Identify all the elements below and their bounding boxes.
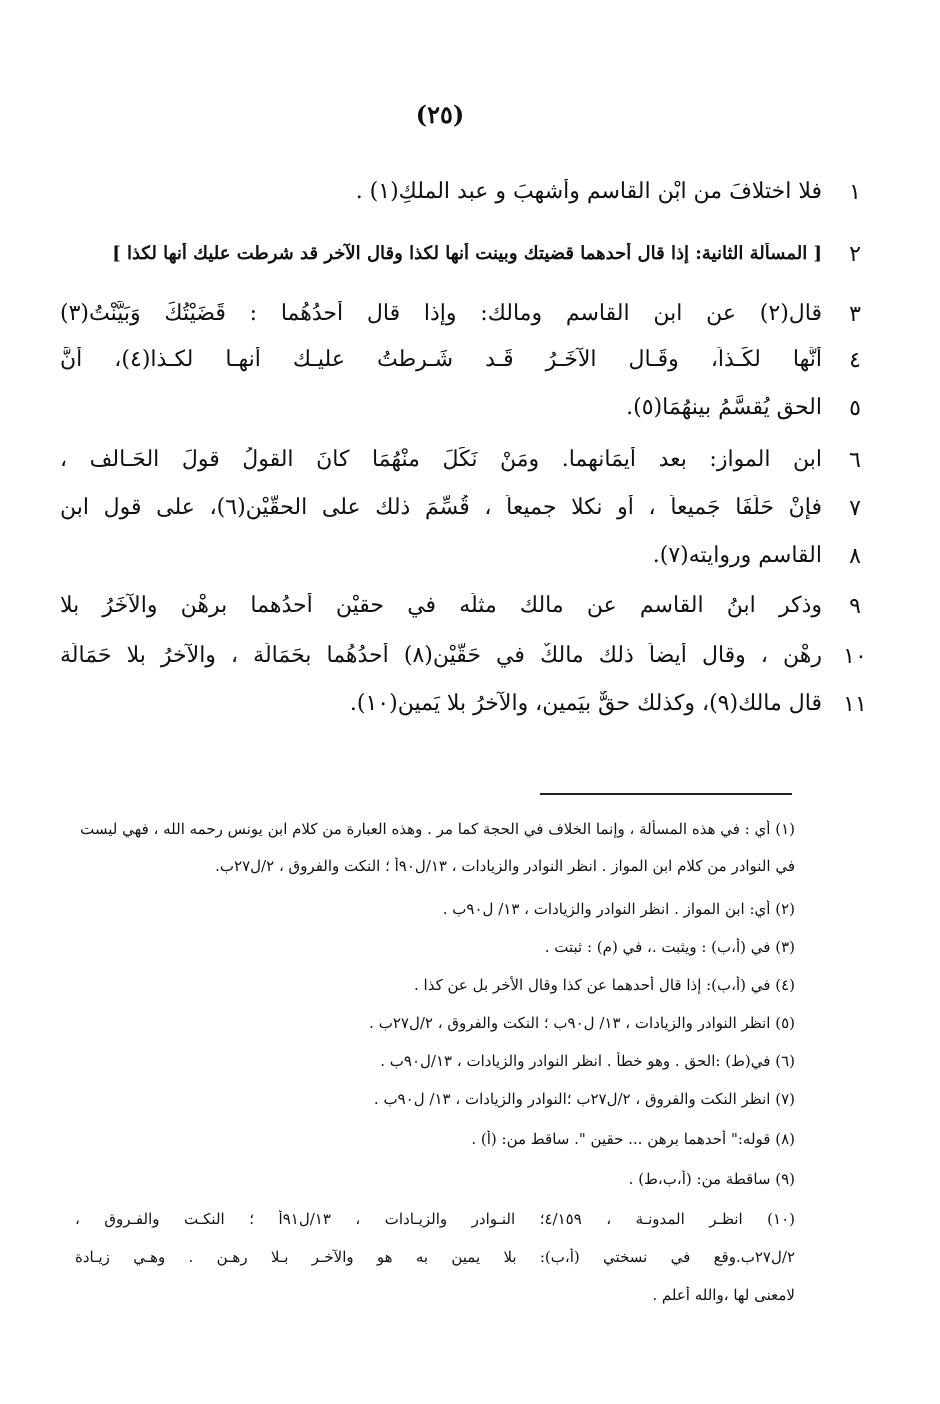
footnote: (٩) ساقطة من: (أ،ب،ط) . bbox=[628, 1170, 795, 1188]
line-number: ٣ bbox=[849, 301, 861, 327]
line-text: فإنْ حَلَفَا جَميعاً ، أو نكلا جميعاً ، قُسِّمَ ذلك على الحقَّيْن(٦)، على قول ابن bbox=[60, 494, 822, 520]
footnote-divider bbox=[540, 793, 792, 795]
line-number: ٧ bbox=[849, 495, 861, 521]
line-text: فلا اختلافَ من ابْن القاسم وأشهبَ و عبد الملكِ(١) . bbox=[355, 178, 822, 204]
footnote: (٥) انظر النوادر والزيادات ، ١٣/ ل٩٠ب ؛ النكت والفروق ، ٢/ل٢٧ب . bbox=[369, 1014, 795, 1032]
text-line bbox=[60, 440, 880, 480]
text-line bbox=[60, 586, 880, 626]
footnote: (٦) في(ط) :الحق . وهو خطأ . انظر النوادر والزيادات ، ١٣/ل٩٠ب . bbox=[380, 1052, 795, 1070]
line-number: ٨ bbox=[849, 543, 861, 569]
line-text: وذكر ابنُ القاسم عن مالك مثلَه في حقيْن أحدُهما برهْنٍ والآخَرُ بلا bbox=[60, 592, 822, 618]
line-text: قال مالك(٩)، وكذلك حقٌّ بيَمينٍ، والآخرُ بلا يَمينٍ(١٠). bbox=[349, 690, 822, 716]
footnote: (١) أي : في هذه المسألة ، وإنما الخلاف في الحجة كما مر . وهذه العبارة من كلام ابن يونس رحمه الله ، فهي ليست bbox=[80, 820, 795, 838]
line-text: ابن المواز: بعد أيمَانهما. ومَنْ نَكَلَ منْهُمَا كانَ القولُ قولَ الحَـالف ، bbox=[60, 446, 822, 472]
line-number: ٩ bbox=[849, 593, 861, 619]
section-heading: [ المسألة الثانية: إذا قال أحدهما قضيتك وبينت أنها لكذا وقال الآخر قد شرطت عليك أنها لكذا ] bbox=[112, 243, 822, 265]
text-line bbox=[60, 684, 880, 724]
text-line bbox=[60, 340, 880, 380]
footnote: (٣) في (أ،ب) : ويثبت .، في (م) : ثبتت . bbox=[544, 938, 795, 956]
footnote: في النوادر من كلام ابن المواز . انظر النوادر والزيادات ، ١٣/ل٩٠أ ؛ النكت والفروق ، ٢/ل٢٧ب. bbox=[215, 857, 795, 875]
footnote: (٤) في (أ،ب): إذا قال أحدهما عن كذا وقال الأخر بل عن كذا . bbox=[414, 976, 795, 994]
line-number: ١ bbox=[849, 179, 861, 205]
page-number: (٢٥) bbox=[415, 100, 465, 129]
footnote: ٢/ل٢٧ب.وقع في نسختي (أ،ب): بلا يمين به هو والآخـر بـلا رهـن . وهـي زيـادة bbox=[75, 1248, 795, 1266]
line-text: قال(٢) عن ابن القاسم ومالك: وإذا قال أحدُهُما : قَضَيْتُكَ وَبَيَّنْتُ(٣) bbox=[60, 300, 822, 326]
line-number: ١٠ bbox=[843, 643, 867, 669]
line-text: رهْنٍ ، وقال أيضاً ذلك مالكٌ في حَقَّيْن(٨) أحدُهُما بحَمَالَة ، والآخرُ بلا حَمَالَة bbox=[60, 642, 822, 668]
line-number: ٦ bbox=[849, 447, 861, 473]
line-text: أنَّها لكَـذاَ، وقَـال الآخَـرُ قَـد شَـرطتُ عليـك أنهـا لكـذا(٤)، أنَّ bbox=[60, 346, 822, 372]
footnote: لامعنى لها ،والله أعلم . bbox=[652, 1286, 795, 1304]
line-number: ٢ bbox=[849, 241, 861, 267]
line-number: ١١ bbox=[843, 691, 867, 717]
text-line bbox=[60, 172, 880, 212]
text-line bbox=[60, 536, 880, 576]
text-line bbox=[60, 294, 880, 334]
text-line bbox=[60, 388, 880, 428]
line-number: ٤ bbox=[849, 347, 861, 373]
footnote: (١٠) انظـر المدونـة ، ٤/١٥٩؛ النـوادر والزيـادات ، ١٣/ل٩١أ ؛ النكـت والفـروق ، bbox=[75, 1210, 795, 1228]
line-number: ٥ bbox=[849, 395, 861, 421]
line-text: القاسم وروايته(٧). bbox=[652, 542, 822, 568]
text-line bbox=[60, 636, 880, 676]
footnote: (٧) انظر النكت والفروق ، ٢/ل٢٧ب ؛النوادر والزيادات ، ١٣/ ل٩٠ب . bbox=[373, 1090, 795, 1108]
footnote: (٢) أي: ابن المواز . انظر النوادر والزيادات ، ١٣/ ل٩٠ب . bbox=[442, 900, 795, 918]
text-line bbox=[60, 234, 880, 274]
text-line bbox=[60, 488, 880, 528]
footnote: (٨) قوله:" أحدهما برهن ... حقين ". ساقط من: (أ) . bbox=[471, 1130, 795, 1148]
line-text: الحق يُقسَّمُ بينهُمَا(٥). bbox=[626, 394, 822, 420]
